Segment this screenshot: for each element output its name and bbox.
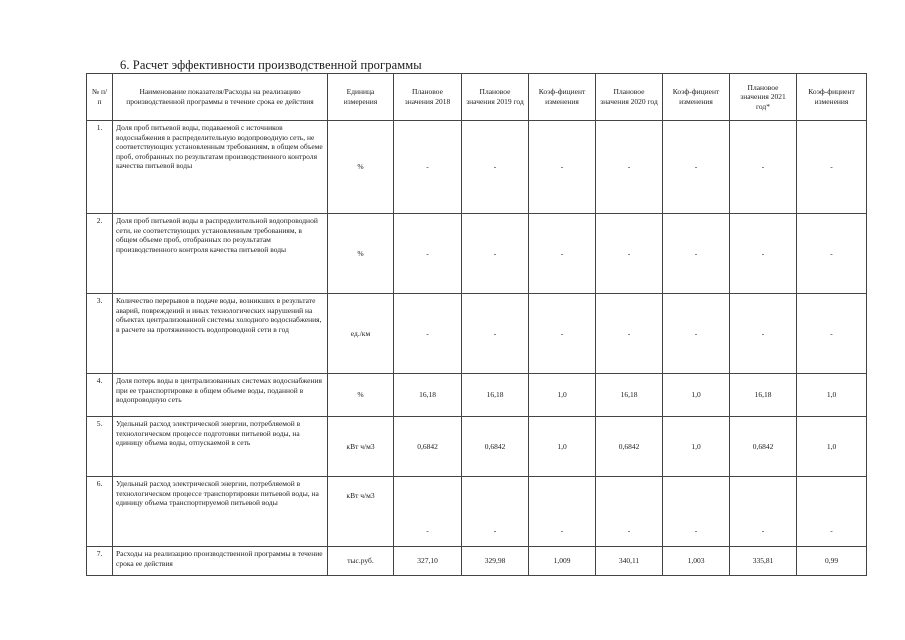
cell-plan-2018: - — [394, 121, 462, 214]
cell-coef-2019: - — [529, 214, 596, 294]
page-title: 6. Расчет эффективности производственной программы — [120, 58, 422, 72]
cell-plan-2020: 340,11 — [596, 547, 663, 576]
table-row — [87, 374, 867, 417]
row-unit: % — [328, 374, 394, 417]
row-unit: ед./км — [328, 294, 394, 374]
cell-plan-2018: - — [394, 214, 462, 294]
cell-plan-2018: 327,10 — [394, 547, 462, 576]
table-row — [87, 417, 867, 477]
cell-plan-2020: 0,6842 — [596, 417, 663, 477]
header-coef-2020: Коэф-фициент изменения — [663, 74, 730, 121]
cell-coef-2019: 1,0 — [529, 374, 596, 417]
cell-coef-2021: 0,99 — [797, 547, 867, 576]
header-coef-2019: Коэф-фициент изменения — [529, 74, 596, 121]
cell-plan-2019: 0,6842 — [462, 417, 529, 477]
cell-plan-2021: 335,81 — [730, 547, 797, 576]
cell-plan-2021: 16,18 — [730, 374, 797, 417]
cell-plan-2019: 16,18 — [462, 374, 529, 417]
table-header-row — [87, 74, 867, 121]
cell-plan-2018: - — [394, 294, 462, 374]
cell-plan-2020: - — [596, 121, 663, 214]
cell-plan-2021: 0,6842 — [730, 417, 797, 477]
cell-plan-2021: - — [730, 121, 797, 214]
cell-plan-2019: - — [462, 477, 529, 547]
cell-plan-2018: 16,18 — [394, 374, 462, 417]
table-row — [87, 477, 867, 547]
cell-coef-2020: - — [663, 477, 730, 547]
table-row — [87, 294, 867, 374]
row-unit: тыс.руб. — [328, 547, 394, 576]
row-indicator-name: Доля проб питьевой воды в распределительной водопроводной сети, не соответствующих установленным требованиям, в общем объеме проб, отобранных по результатам производственного контроля качества питьевой воды — [113, 214, 328, 294]
cell-plan-2020: - — [596, 294, 663, 374]
header-coef-2021: Коэф-фициент изменения — [797, 74, 867, 121]
row-unit: кВт ч/м3 — [328, 477, 394, 547]
cell-coef-2021: - — [797, 121, 867, 214]
row-number: 6. — [87, 477, 113, 547]
row-unit: % — [328, 121, 394, 214]
cell-coef-2021: 1,0 — [797, 374, 867, 417]
cell-plan-2020: - — [596, 214, 663, 294]
cell-plan-2020: 16,18 — [596, 374, 663, 417]
cell-coef-2019: 1,0 — [529, 417, 596, 477]
cell-plan-2020: - — [596, 477, 663, 547]
row-indicator-name: Удельный расход электрической энергии, потребляемой в технологическом процессе транспортировки питьевой воды, на единицу объема транспортируемой питьевой воды — [113, 477, 328, 547]
row-number: 3. — [87, 294, 113, 374]
cell-coef-2020: - — [663, 294, 730, 374]
row-unit: % — [328, 214, 394, 294]
header-num: № п/п — [87, 74, 113, 121]
cell-plan-2019: - — [462, 121, 529, 214]
header-unit: Единица измерения — [328, 74, 394, 121]
header-plan-2018: Плановое значения 2018 — [394, 74, 462, 121]
efficiency-table — [86, 73, 867, 576]
cell-plan-2021: - — [730, 294, 797, 374]
row-unit: кВт ч/м3 — [328, 417, 394, 477]
header-plan-2021: Плановое значения 2021 год* — [730, 74, 797, 121]
row-number: 7. — [87, 547, 113, 576]
cell-coef-2020: 1,0 — [663, 374, 730, 417]
cell-plan-2021: - — [730, 214, 797, 294]
cell-plan-2018: - — [394, 477, 462, 547]
row-indicator-name: Доля потерь воды в централизованных системах водоснабжения при ее транспортировке в общем объеме воды, поданной в водопроводную сеть — [113, 374, 328, 417]
cell-plan-2021: - — [730, 477, 797, 547]
row-indicator-name: Расходы на реализацию производственной программы в течение срока ее действия — [113, 547, 328, 576]
table-row — [87, 214, 867, 294]
table-row — [87, 547, 867, 576]
cell-coef-2021: - — [797, 477, 867, 547]
cell-coef-2020: 1,0 — [663, 417, 730, 477]
cell-plan-2019: - — [462, 294, 529, 374]
row-number: 4. — [87, 374, 113, 417]
cell-plan-2019: - — [462, 214, 529, 294]
header-plan-2019: Плановое значения 2019 год — [462, 74, 529, 121]
cell-plan-2018: 0,6842 — [394, 417, 462, 477]
header-name: Наименование показателя/Расходы на реализацию производственной программы в течение срока ее действия — [113, 74, 328, 121]
cell-coef-2021: - — [797, 294, 867, 374]
row-indicator-name: Доля проб питьевой воды, подаваемой с источников водоснабжения в распределительную водопроводную сеть, не соответствующих установленным требованиям, в общем объеме проб, отобранных по результатам производственного контроля качества питьевой воды — [113, 121, 328, 214]
cell-coef-2020: - — [663, 121, 730, 214]
row-indicator-name: Количество перерывов в подаче воды, возникших в результате аварий, повреждений и иных технологических нарушений на объектах централизованной системы холодного водоснабжения, в расчете на протяженность водопроводной сети в год — [113, 294, 328, 374]
cell-coef-2019: 1,009 — [529, 547, 596, 576]
cell-coef-2019: - — [529, 294, 596, 374]
row-number: 1. — [87, 121, 113, 214]
cell-coef-2021: 1,0 — [797, 417, 867, 477]
cell-coef-2019: - — [529, 477, 596, 547]
cell-coef-2021: - — [797, 214, 867, 294]
cell-coef-2020: - — [663, 214, 730, 294]
cell-plan-2019: 329,98 — [462, 547, 529, 576]
table-row — [87, 121, 867, 214]
cell-coef-2019: - — [529, 121, 596, 214]
cell-coef-2020: 1,003 — [663, 547, 730, 576]
row-number: 5. — [87, 417, 113, 477]
row-indicator-name: Удельный расход электрической энергии, потребляемой в технологическом процессе подготовки питьевой воды, на единицу объема воды, отпускаемой в сеть — [113, 417, 328, 477]
header-plan-2020: Плановое значения 2020 год — [596, 74, 663, 121]
row-number: 2. — [87, 214, 113, 294]
